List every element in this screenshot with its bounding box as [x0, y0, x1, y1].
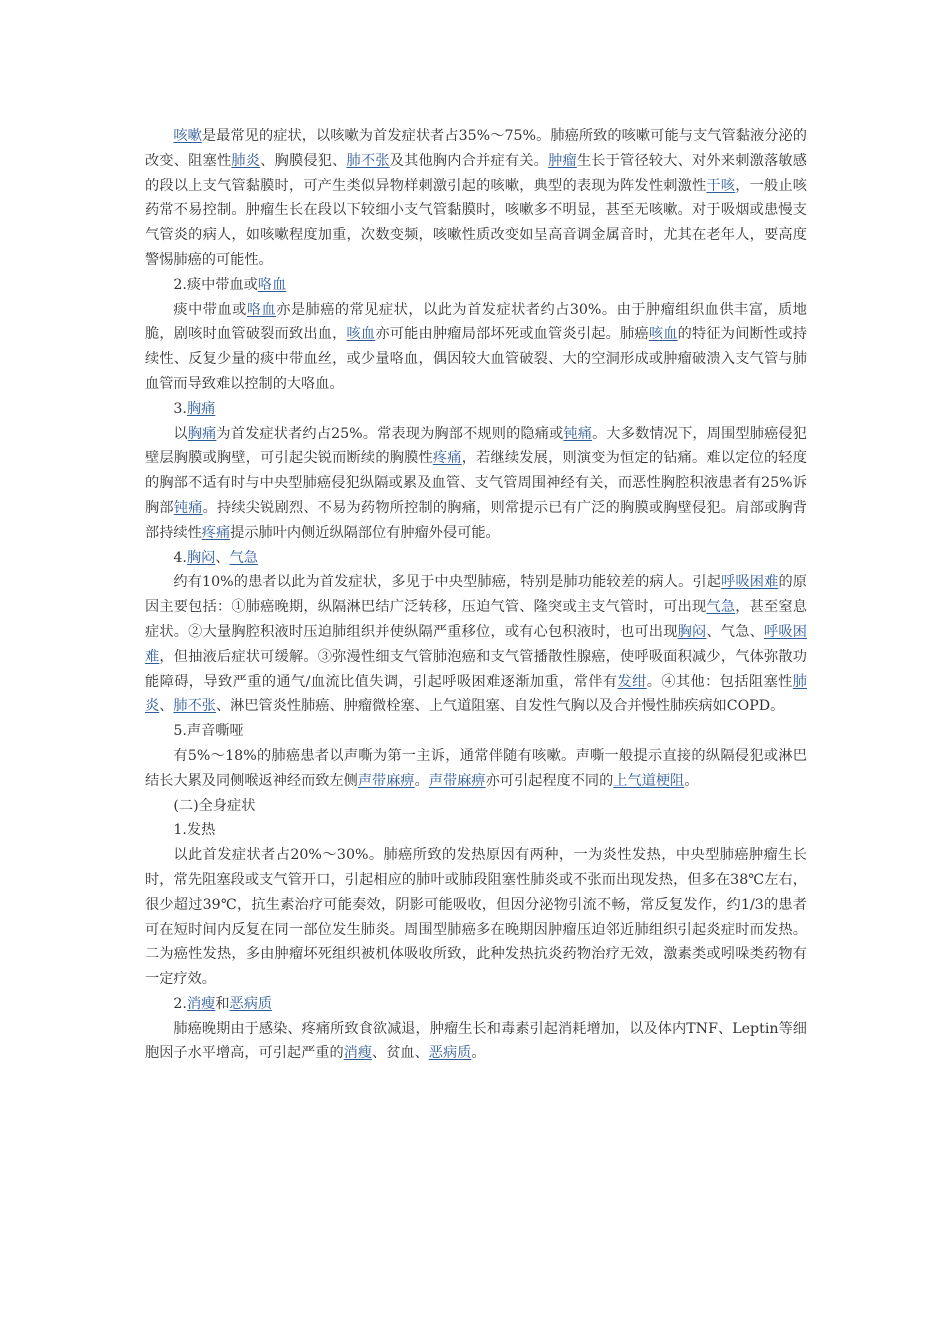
text-run: 的原因主要包括：①肺癌晚期，纵隔淋巴结广泛转移，压迫气管、隆突或主支气管时，可出现: [145, 574, 807, 616]
term-link[interactable]: 咯血: [257, 276, 287, 293]
term-link[interactable]: 钝痛: [173, 499, 203, 516]
text-run: 。④其他：包括阻塞性: [646, 673, 793, 690]
term-link[interactable]: 肿瘤: [548, 152, 577, 169]
text-run: 有5%～18%的肺癌患者以声嘶为第一主诉，通常伴随有咳嗽。声嘶一般提示直接的纵隔侵犯或淋巴结长大累及同侧喉返神经而致左侧: [145, 747, 807, 789]
term-link[interactable]: 胸痛: [186, 400, 216, 417]
text-run: 、淋巴管炎性肺癌、肿瘤微栓塞、上气道阻塞、自发性气胸以及合并慢性肺疾病如COPD。: [215, 698, 785, 715]
term-link[interactable]: 上气道梗阻: [613, 772, 685, 789]
paragraph-p-fever: [145, 843, 807, 992]
text-run: 。持续尖锐剧烈、不易为药物所控制的胸痛，则常提示已有广泛的胸膜或胸壁侵犯。肩部或胸背部持续性: [145, 499, 807, 541]
document-page: [145, 124, 807, 1066]
term-link[interactable]: 呼吸困难: [145, 623, 807, 665]
paragraph-p-hoarse: [145, 744, 807, 794]
paragraph-p-chestpain: [145, 422, 807, 546]
text-run: 2.: [173, 995, 187, 1012]
term-link[interactable]: 疼痛: [432, 450, 462, 467]
section-heading-h-cachexia: [145, 992, 807, 1017]
text-run: 以: [173, 425, 188, 442]
text-run: 为首发症状者约占25%。常表现为胸部不规则的隐痛或: [216, 425, 564, 442]
term-link[interactable]: 干咳: [706, 177, 736, 194]
term-link[interactable]: 气急: [706, 599, 736, 616]
paragraph-p-dyspnea: [145, 570, 807, 719]
term-link[interactable]: 咳血: [648, 326, 678, 343]
section-heading-h-dyspnea: [145, 546, 807, 571]
text-run: 、: [159, 698, 174, 715]
section-heading-h-chestpain: [145, 397, 807, 422]
text-run: ，若继续发展，则演变为恒定的钻痛。难以定位的轻度的胸部不适有时与中央型肺癌侵犯纵隔或累及血管、支气管周围神经有关，而恶性胸腔积液患者有25%诉胸部: [145, 450, 807, 516]
text-run: ，一般止咳药常不易控制。肿瘤生长在段以下较细小支气管黏膜时，咳嗽多不明显，甚至无咳嗽。对于吸烟或患慢支气管炎的病人，如咳嗽程度加重，次数变频，咳嗽性质改变如呈高音调金属音时，尤其在老年人，要高度警惕肺癌的可能性。: [145, 177, 807, 268]
term-link[interactable]: 消瘦: [186, 995, 216, 1012]
term-link[interactable]: 咯血: [246, 301, 277, 318]
text-run: 是最常见的症状，以咳嗽为首发症状者占35%～75%。肺癌所致的咳嗽可能与支气管黏液分泌的改变、阻塞性: [145, 128, 807, 169]
text-run: ，但抽液后症状可缓解。③弥漫性细支气管肺泡癌和支气管播散性腺癌，使呼吸面积减少，气体弥散功能障碍，导致严重的通气/血流比值失调，引起呼吸困难逐渐加重，常伴有: [145, 648, 807, 690]
text-run: 约有10%的患者以此为首发症状，多见于中央型肺癌，特别是肺功能较差的病人。引起: [173, 574, 722, 591]
term-link[interactable]: 胸闷: [677, 623, 707, 640]
section-heading-h-hoarse: [145, 719, 807, 744]
text-run: 生长于管径较大、对外来刺激落敏感的段以上支气管黏膜时，可产生类似异物样刺激引起的咳嗽，典型的表现为阵发性刺激性: [145, 152, 807, 194]
term-link[interactable]: 胸闷: [186, 549, 216, 566]
text-run: 3.: [173, 400, 187, 417]
text-run: 。大多数情况下，周围型肺癌侵犯壁层胸膜或胸壁，可引起尖锐而断续的胸膜性: [145, 425, 807, 467]
text-run: 、气急、: [706, 623, 764, 640]
section-heading-h-systemic: [145, 794, 807, 819]
text-run: 。: [414, 772, 429, 789]
term-link[interactable]: 咳血: [346, 326, 376, 343]
term-link[interactable]: 呼吸困难: [721, 574, 779, 591]
term-link[interactable]: 声带麻痹: [357, 772, 415, 789]
text-run: 。: [684, 772, 699, 789]
term-link[interactable]: 肺不张: [173, 698, 216, 715]
paragraph-p-cough: [145, 124, 807, 273]
paragraph-p-cachexia: [145, 1017, 807, 1067]
text-run: 痰中带血或: [173, 301, 247, 318]
text-run: 和: [215, 995, 230, 1012]
term-link[interactable]: 声带麻痹: [428, 772, 486, 789]
text-run: 亦可能由肿瘤局部坏死或血管炎引起。肺癌: [375, 326, 649, 343]
text-run: ，甚至窒息症状。②大量胸腔积液时压迫肺组织并使纵隔严重移位，或有心包积液时，也可出现: [145, 599, 807, 640]
text-run: 1.发热: [173, 822, 216, 839]
term-link[interactable]: 胸痛: [187, 425, 217, 442]
term-link[interactable]: 消瘦: [343, 1045, 373, 1062]
term-link[interactable]: 恶病质: [428, 1045, 472, 1062]
text-run: 。: [471, 1045, 486, 1062]
term-link[interactable]: 发绀: [617, 673, 647, 690]
term-link[interactable]: 肺不张: [346, 152, 390, 169]
term-link[interactable]: 恶病质: [229, 995, 273, 1012]
term-link[interactable]: 钝痛: [563, 425, 593, 442]
term-link[interactable]: 疼痛: [201, 524, 231, 541]
term-link[interactable]: 咳嗽: [173, 128, 202, 144]
text-run: 及其他胸内合并症有关。: [389, 152, 549, 169]
text-run: 、贫血、: [372, 1045, 429, 1062]
text-run: 亦可引起程度不同的: [485, 772, 614, 789]
text-run: 提示肺叶内侧近纵隔部位有肿瘤外侵可能。: [230, 524, 500, 541]
text-run: 2.痰中带血或: [173, 276, 258, 293]
text-run: 亦是肺癌的常见症状，以此为首发症状者约占30%。由于肿瘤组织血供丰富，质地脆，剧咳时血管破裂而致出血，: [145, 301, 807, 343]
text-run: 、胸膜侵犯、: [260, 152, 347, 169]
text-run: (二)全身症状: [173, 797, 256, 814]
section-heading-h-fever: [145, 818, 807, 843]
section-heading-h-hemoptysis: [145, 273, 807, 298]
text-run: 以此首发症状者占20%～30%。肺癌所致的发热原因有两种，一为炎性发热，中央型肺癌肿瘤生长时，常先阻塞段或支气管开口，引起相应的肺叶或肺段阻塞性肺炎或不张而出现发热，但多在38℃左右，很少超过39℃，抗生素治疗可能奏效，阴影可能吸收，但因分泌物引流不畅，常反复发作，约1/3的患者可在短时间内反复在同一部位发生肺炎。周围型肺癌多在晚期因肿瘤压迫邻近肺组织引起炎症时而发热。二为癌性发热，多由肿瘤坏死组织被机体吸收所致，此种发热抗炎药物治疗无效，激素类或吲哚类药物有一定疗效。: [145, 847, 807, 988]
term-link[interactable]: 肺炎: [231, 152, 261, 169]
term-link[interactable]: 肺炎: [145, 673, 807, 715]
paragraph-p-hemoptysis: [145, 298, 807, 397]
term-link[interactable]: 气急: [229, 549, 258, 566]
text-run: 5.声音嘶哑: [173, 723, 244, 740]
text-run: 的特征为间断性或持续性、反复少量的痰中带血丝，或少量咯血，偶因较大血管破裂、大的空洞形成或肿瘤破溃入支气管与肺血管而导致难以控制的大咯血。: [145, 326, 807, 392]
text-run: 肺癌晚期由于感染、疼痛所致食欲减退，肿瘤生长和毒素引起消耗增加，以及体内TNF、Leptin等细胞因子水平增高，可引起严重的: [145, 1020, 807, 1062]
text-run: 4.: [173, 549, 187, 566]
text-run: 、: [215, 549, 230, 566]
